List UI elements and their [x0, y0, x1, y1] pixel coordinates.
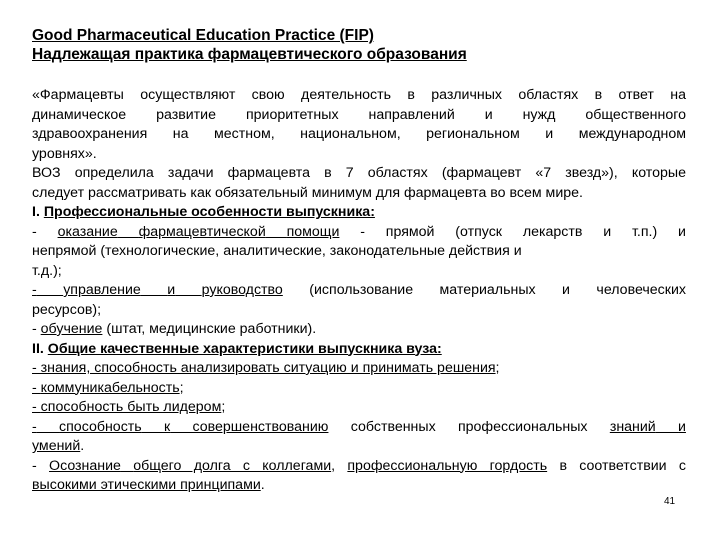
term: совершенствованию [192, 418, 329, 435]
section2-title: Общие качественные характеристики выпускника вуза: [47, 340, 442, 357]
text: (использование материальных и человеческих [282, 282, 686, 298]
term: и [678, 418, 686, 435]
term: Осознание [49, 457, 121, 474]
term: к [163, 418, 171, 435]
quote-line-3: здравоохранения на местном, национальном, региональном и международном [32, 126, 686, 142]
text: (штат, медицинские работники). [102, 321, 317, 337]
text: в соответствии с [547, 457, 686, 474]
term: фармацевтической [138, 223, 266, 240]
term: профессиональную гордость [347, 457, 548, 474]
dash: - [32, 379, 41, 396]
term: помощи [286, 223, 340, 240]
space [266, 224, 287, 240]
text: , [331, 457, 348, 474]
body-text [32, 86, 686, 496]
quote-line-1: «Фармацевты осуществляют свою деятельность в различных областях в ответ на [32, 87, 686, 103]
quote-line-2: динамическое развитие приоритетных направлений и нужд общественного [32, 106, 686, 123]
s1-item2-line1 [32, 281, 686, 301]
s2-item3 [32, 398, 686, 418]
term: умений [32, 438, 81, 454]
space [142, 419, 164, 435]
space [37, 282, 63, 298]
dash: - [32, 282, 37, 298]
space [656, 419, 678, 435]
space [170, 419, 192, 435]
section1-prefix: I. [32, 204, 44, 220]
s2-item4-line1 [32, 418, 686, 438]
s1-item2-line2: ресурсов); [32, 301, 102, 318]
who-line-2: следует рассматривать как обязательный минимум для фармацевта во всем мире. [32, 184, 583, 201]
term: руководство [201, 282, 283, 298]
term: оказание [57, 223, 118, 240]
title-line-1: Good Pharmaceutical Education Practice (FIP) [32, 27, 374, 44]
dash: - [32, 399, 41, 415]
s2-item2 [32, 379, 686, 399]
s2-item4-line2 [32, 437, 686, 457]
space [175, 282, 201, 298]
term: и [167, 282, 176, 298]
space [37, 419, 59, 435]
term: знаний [609, 418, 656, 435]
space [121, 458, 133, 474]
s2-item1 [32, 359, 686, 379]
term: управление [63, 282, 141, 298]
punct: ; [495, 360, 500, 376]
punct: . [80, 438, 85, 454]
punct: ; [221, 399, 226, 415]
punct: . [260, 477, 265, 493]
section1-heading [32, 203, 686, 223]
term: способность быть лидером [40, 399, 222, 415]
dash: - [32, 321, 41, 337]
who-line-1: ВОЗ определила задачи фармацевта в 7 областях (фармацевт «7 звезд»), которые [32, 165, 686, 181]
dash: - [32, 457, 50, 474]
title-line-2: Надлежащая практика фармацевтического образования [32, 46, 467, 63]
section1-title: Профессиональные особенности выпускника: [43, 204, 375, 220]
page-number: 41 [664, 496, 676, 507]
space [141, 282, 167, 298]
s2-item5-line1 [32, 457, 686, 477]
space [118, 224, 139, 240]
text: - прямой (отпуск лекарств и т.п.) и [339, 223, 686, 240]
term: - знания, способность анализировать ситуацию и принимать решения [32, 360, 496, 376]
term: коммуникабельность [40, 379, 180, 396]
dash: - [32, 223, 58, 240]
term: общего долга с коллегами [133, 457, 332, 474]
section2-prefix: II. [32, 340, 48, 357]
term: высокими этическими принципами [32, 477, 261, 493]
quote-line-4: уровнях». [32, 145, 97, 162]
term: способность [59, 418, 142, 435]
s2-item5-line2 [32, 476, 686, 496]
dash: - [32, 418, 37, 435]
section2-heading [32, 340, 686, 360]
s1-item3 [32, 320, 686, 340]
s1-item1-line2: непрямой (технологические, аналитические, законодательные действия и [32, 243, 522, 259]
term: обучение [40, 321, 103, 337]
punct: ; [179, 379, 184, 396]
s1-item1-line1 [32, 223, 686, 243]
s1-item1-line3: т.д.); [32, 262, 62, 279]
text: собственных профессиональных [328, 418, 610, 435]
